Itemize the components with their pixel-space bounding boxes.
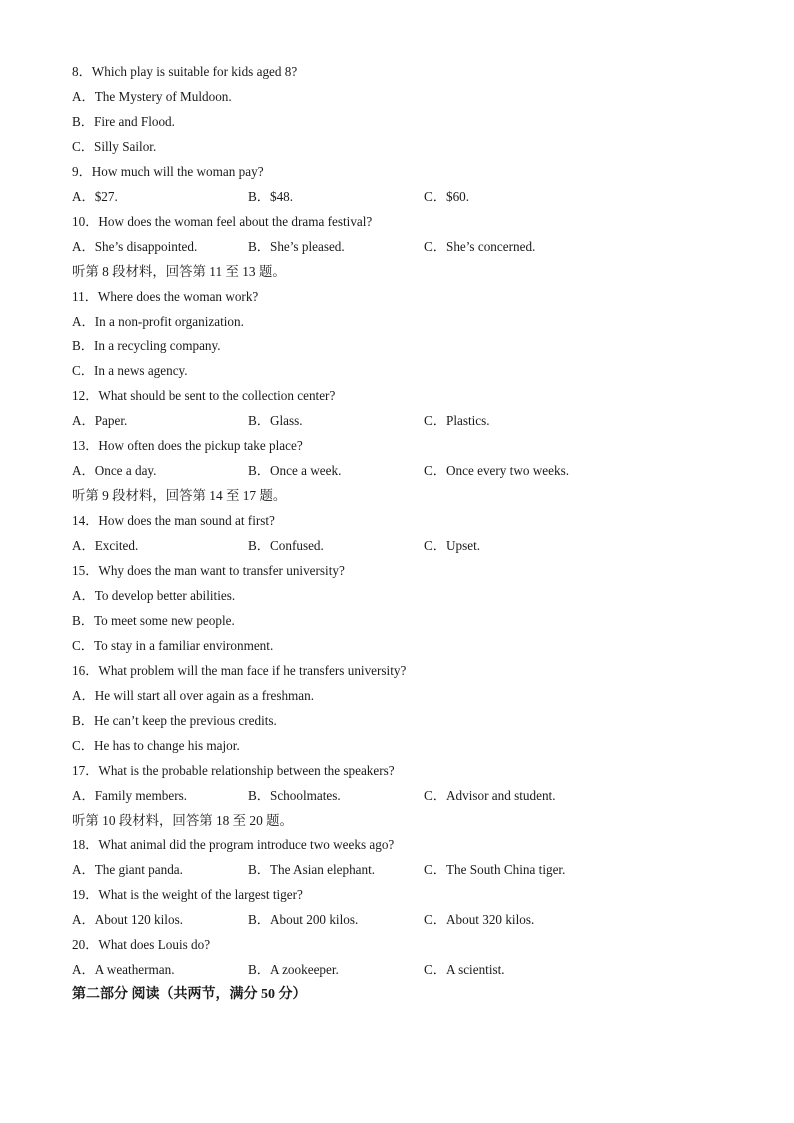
section-instruction: 听第 9 段材料，回答第 14 至 17 题。	[72, 488, 287, 504]
answer-option: C．Advisor and student.	[424, 787, 556, 803]
answer-option: A．He will start all over again as a freshman.	[72, 687, 315, 703]
options-row	[72, 860, 772, 880]
answer-option: B．Once a week.	[248, 463, 342, 479]
answer-option: A．The giant panda.	[72, 862, 183, 878]
answer-option: C．Plastics.	[424, 413, 490, 429]
question: 12．What should be sent to the collection center?	[72, 388, 336, 404]
answer-option: A．She’s disappointed.	[72, 238, 198, 254]
answer-option: A．To develop better abilities.	[72, 587, 236, 603]
answer-option: C．She’s concerned.	[424, 238, 536, 254]
options-row	[72, 187, 772, 207]
answer-option: B．A zookeeper.	[248, 962, 339, 978]
question: 17．What is the probable relationship between the speakers?	[72, 762, 395, 778]
question: 14．How does the man sound at first?	[72, 513, 275, 529]
answer-option: C．Upset.	[424, 538, 481, 554]
answer-option: A．Excited.	[72, 538, 139, 554]
answer-option: C．Once every two weeks.	[424, 463, 570, 479]
answer-option: B．$48.	[248, 188, 294, 204]
options-row	[72, 910, 772, 930]
question: 13．How often does the pickup take place?	[72, 438, 303, 454]
question: 18．What animal did the program introduce two weeks ago?	[72, 837, 395, 853]
answer-option: A．Once a day.	[72, 463, 157, 479]
answer-option: B．About 200 kilos.	[248, 912, 359, 928]
question: 15．Why does the man want to transfer university?	[72, 563, 345, 578]
question: 20．What does Louis do?	[72, 937, 211, 953]
answer-option: A．A weatherman.	[72, 962, 175, 978]
answer-option: C．To stay in a familiar environment.	[72, 637, 274, 653]
answer-option: C．Silly Sailor.	[72, 138, 157, 154]
answer-option: B．The Asian elephant.	[248, 862, 376, 878]
answer-option: B．In a recycling company.	[72, 338, 221, 354]
question: 11．Where does the woman work?	[72, 288, 259, 304]
options-row	[72, 960, 772, 980]
question: 16．What problem will the man face if he transfers university?	[72, 662, 407, 678]
options-row	[72, 461, 772, 481]
options-row	[72, 536, 772, 556]
answer-option: C．About 320 kilos.	[424, 912, 535, 928]
question: 19．What is the weight of the largest tiger?	[72, 887, 303, 903]
answer-option: B．Fire and Flood.	[72, 113, 175, 129]
answer-option: B．Schoolmates.	[248, 787, 341, 803]
section-instruction: 听第 10 段材料，回答第 18 至 20 题。	[72, 812, 293, 828]
question: 8．Which play is suitable for kids aged 8?	[72, 64, 298, 79]
answer-option: B．To meet some new people.	[72, 612, 235, 628]
section-instruction: 听第 8 段材料，回答第 11 至 13 题。	[72, 263, 286, 279]
answer-option: A．$27.	[72, 188, 118, 204]
answer-option: C．He has to change his major.	[72, 737, 240, 753]
answer-option: A．Paper.	[72, 413, 128, 429]
answer-option: A．Family members.	[72, 787, 188, 803]
answer-option: B．Confused.	[248, 538, 324, 554]
answer-option: C．In a news agency.	[72, 363, 188, 379]
options-row	[72, 411, 772, 431]
answer-option: C．A scientist.	[424, 962, 505, 978]
answer-option: B．He can’t keep the previous credits.	[72, 712, 277, 728]
question: 9．How much will the woman pay?	[72, 163, 264, 179]
answer-option: C．$60.	[424, 188, 470, 204]
options-row	[72, 237, 772, 257]
question: 10．How does the woman feel about the drama festival?	[72, 213, 373, 229]
options-row	[72, 786, 772, 806]
answer-option: B．Glass.	[248, 413, 303, 429]
answer-option: A．The Mystery of Muldoon.	[72, 88, 232, 104]
part-heading: 第二部分 阅读（共两节，满分 50 分）	[72, 987, 307, 1003]
answer-option: A．In a non-profit organization.	[72, 313, 244, 329]
answer-option: A．About 120 kilos.	[72, 912, 183, 928]
answer-option: B．She’s pleased.	[248, 238, 345, 254]
answer-option: C．The South China tiger.	[424, 862, 566, 878]
